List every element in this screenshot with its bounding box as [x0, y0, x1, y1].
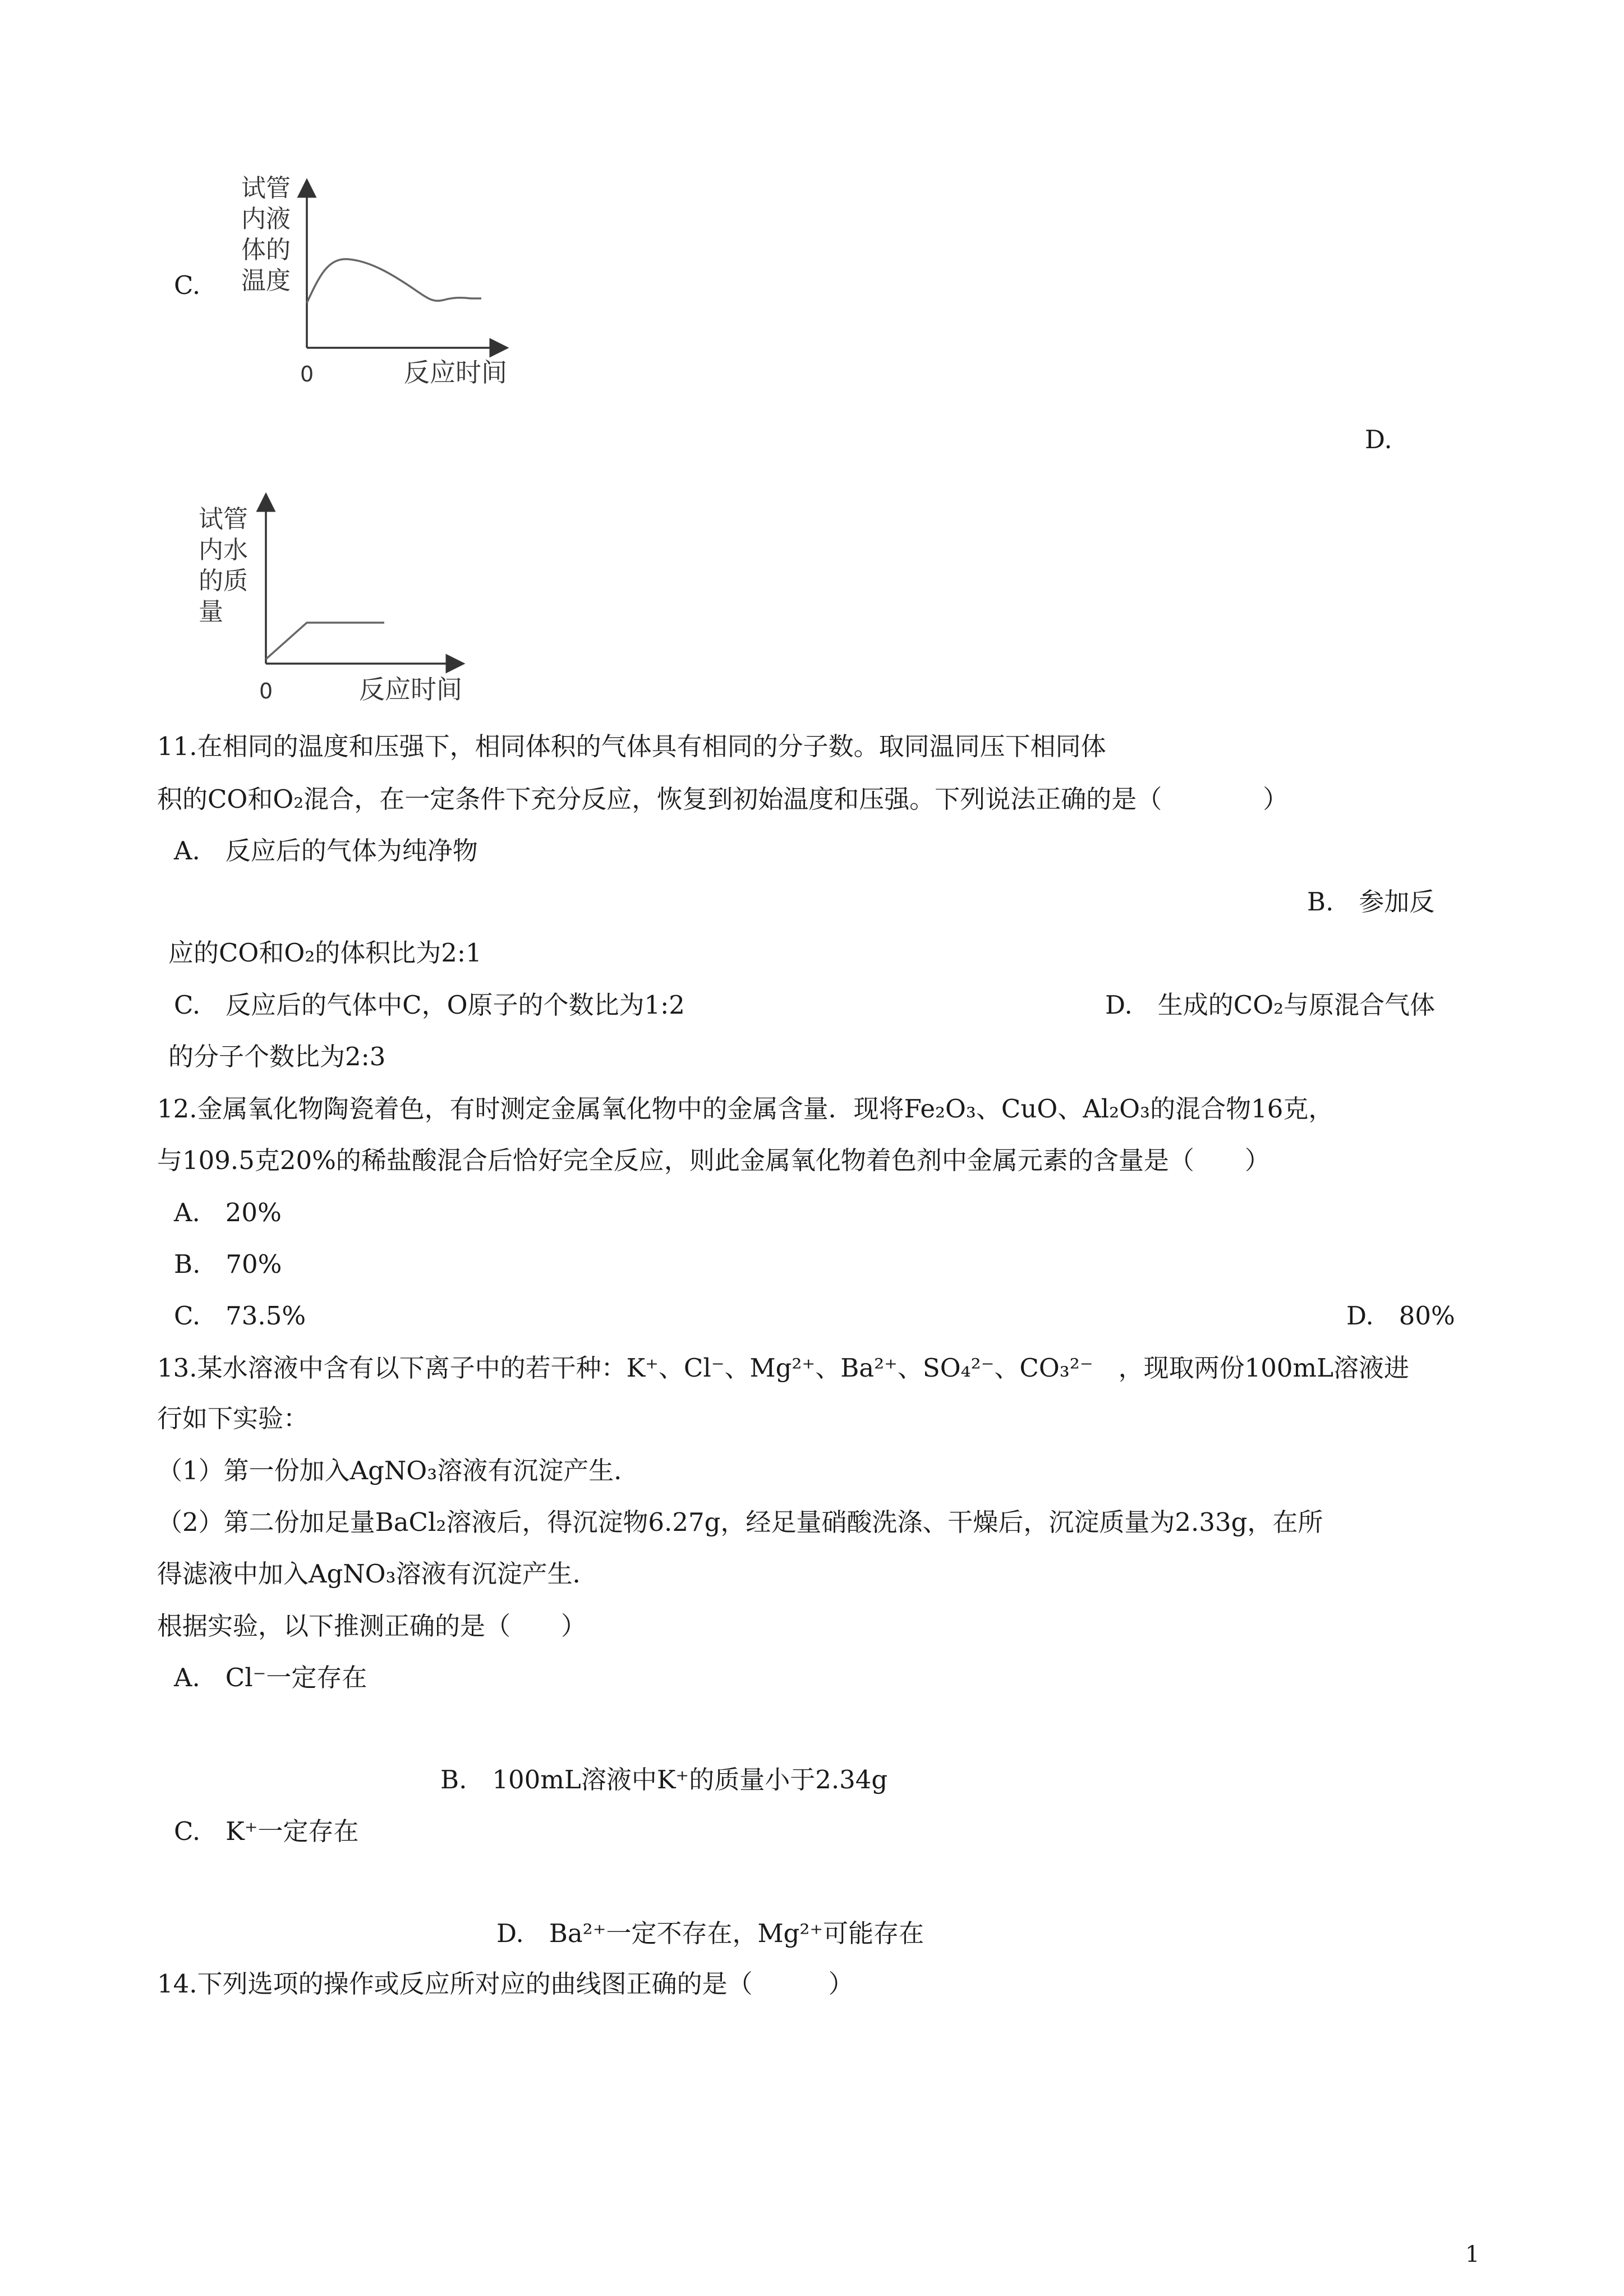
graph-d-xlabel: 反应时间	[359, 674, 462, 705]
graph-d-curve	[266, 623, 384, 659]
q13-stem-line2: 行如下实验：	[157, 1404, 309, 1433]
q12-option-a: A. 20%	[174, 1198, 282, 1227]
graph-d-ylabel-2: 内水	[199, 536, 248, 564]
q11-stem-line2: 积的CO和O₂混合，在一定条件下充分反应，恢复到初始温度和压强。下列说法正确的是（ ）	[157, 784, 1289, 814]
q13-experiment-2-cont: 得滤液中加入AgNO₃溶液有沉淀产生．	[157, 1559, 598, 1589]
q12-stem-line2: 与109.5克20%的稀盐酸混合后恰好完全反应，则此金属氧化物着色剂中金属元素的含量是（ ）	[157, 1145, 1270, 1175]
q11-stem-line1: 11.在相同的温度和压强下，相同体积的气体具有相同的分子数。取同温同压下相同体	[157, 731, 1106, 761]
q12-option-d: D. 80%	[1346, 1301, 1455, 1331]
q11-option-a: A. 反应后的气体为纯净物	[174, 836, 478, 866]
graph-c-origin: 0	[300, 362, 314, 386]
q12-option-c: C. 73.5%	[174, 1301, 306, 1331]
q11-option-d: D. 生成的CO₂与原混合气体	[1105, 990, 1436, 1020]
q13-option-a: A. Cl⁻一定存在	[174, 1663, 367, 1692]
graph-d-ylabel-3: 的质	[199, 567, 248, 595]
q13-experiment-2: （2）第二份加足量BaCl₂溶液后，得沉淀物6.27g，经足量硝酸洗涤、干燥后，沉淀质量为2.33g，在所	[157, 1507, 1323, 1537]
graph-d-option-label: D.	[1365, 425, 1392, 454]
q11-option-b: B. 参加反	[1307, 887, 1435, 917]
q14-stem: 14.下列选项的操作或反应所对应的曲线图正确的是（ ）	[157, 1969, 854, 1999]
q11-option-b-cont: 应的CO和O₂的体积比为2:1	[168, 938, 482, 968]
q12-option-b: B. 70%	[174, 1249, 282, 1279]
graph-c-ylabel-4: 温度	[241, 266, 291, 295]
graph-c-xlabel: 反应时间	[404, 357, 507, 388]
graph-d-origin: 0	[259, 679, 273, 703]
graph-d-axes	[266, 502, 456, 664]
q13-stem-line1: 13.某水溶液中含有以下离子中的若干种：K⁺、Cl⁻、Mg²⁺、Ba²⁺、SO₄²⁻、CO₃²⁻ ，现取两份100mL溶液进	[157, 1353, 1410, 1383]
q12-stem-line1: 12.金属氧化物陶瓷着色，有时测定金属氧化物中的金属含量．现将Fe₂O₃、CuO、Al₂O₃的混合物16克，	[157, 1094, 1334, 1124]
graph-c-ylabel-1: 试管	[241, 174, 291, 203]
q13-option-d: D. Ba²⁺一定不存在，Mg²⁺可能存在	[496, 1918, 924, 1948]
q13-option-b: B. 100mL溶液中K⁺的质量小于2.34g	[440, 1765, 888, 1795]
graph-d-ylabel-4: 量	[199, 597, 223, 626]
graph-c-option-label: C.	[174, 270, 201, 300]
q13-prompt: 根据实验，以下推测正确的是（ ）	[157, 1611, 587, 1641]
q13-option-c: C. K⁺一定存在	[174, 1816, 359, 1846]
graph-c-ylabel-2: 内液	[241, 205, 291, 233]
q11-option-d-cont: 的分子个数比为2:3	[168, 1042, 386, 1071]
page-number: 1	[1465, 2242, 1480, 2267]
graph-c-ylabel-3: 体的	[241, 236, 291, 264]
graph-d-ylabel-1: 试管	[199, 505, 248, 533]
q11-option-c: C. 反应后的气体中C，O原子的个数比为1:2	[174, 990, 685, 1020]
q13-experiment-1: （1）第一份加入AgNO₃溶液有沉淀产生．	[157, 1456, 640, 1485]
